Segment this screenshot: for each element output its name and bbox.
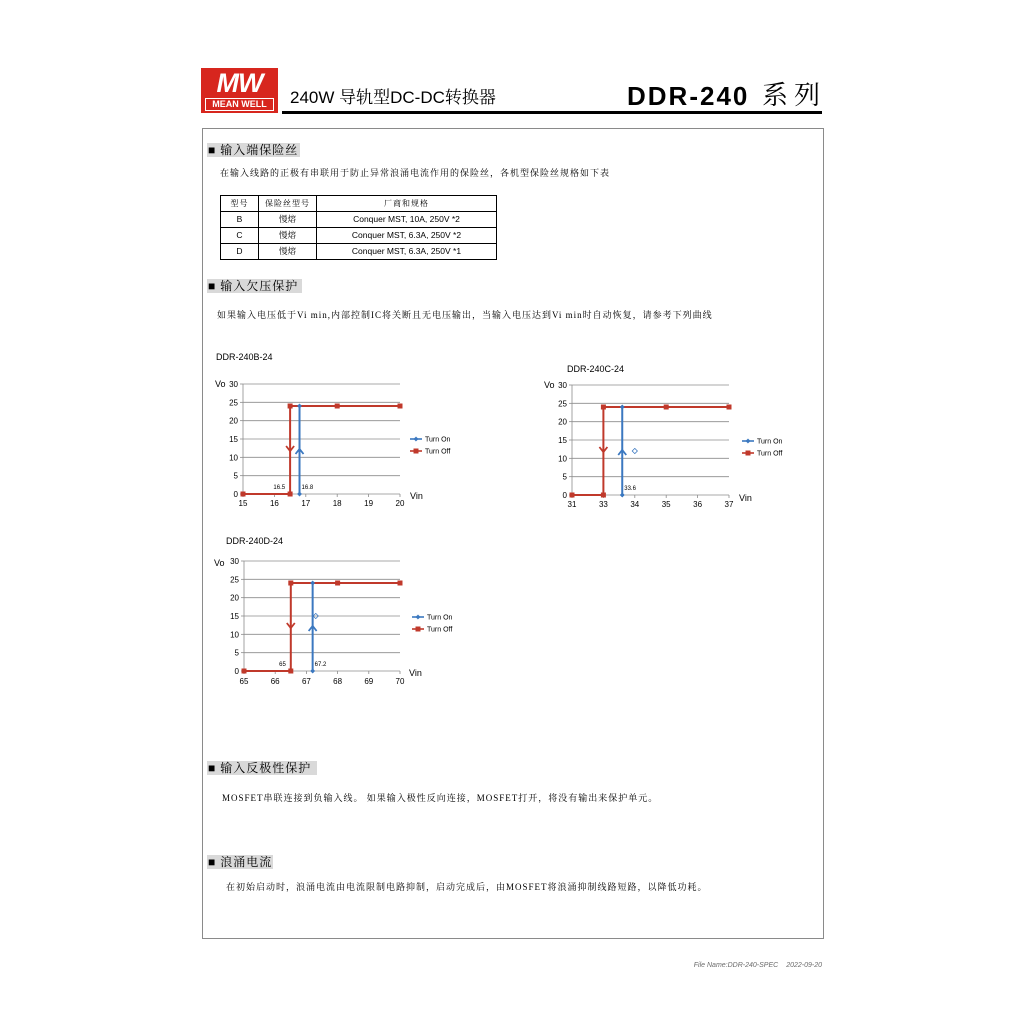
- chart-1-series-turn-off-point: [335, 404, 340, 409]
- fuse-description: 在输入线路的正极有串联用于防止异常浪涌电流作用的保险丝，各机型保险丝规格如下表: [220, 168, 611, 178]
- chart-3-series-turn-off-point: [288, 669, 293, 674]
- chart-3-value-annotation: 65: [279, 662, 286, 668]
- chart-2-x-axis-label: Vin: [739, 493, 752, 503]
- chart-2-series-turn-off-point: [601, 405, 606, 410]
- chart-3-y-tick-label: 0: [234, 667, 239, 676]
- chart-3-y-tick-label: 10: [230, 630, 239, 640]
- chart-1-y-tick-label: 15: [229, 435, 238, 444]
- chart-1-series-turn-off-line: [243, 406, 400, 494]
- section-heading-reverse-polarity: ■ 输入反极性保护: [207, 761, 317, 775]
- table-row: [221, 228, 497, 244]
- chart-3-x-axis-label: Vin: [409, 668, 422, 678]
- chart-3-value-annotation: 67.2: [314, 662, 327, 668]
- chart-2-series-turn-off-point: [570, 493, 575, 498]
- chart-2-y-axis-label: Vo: [544, 380, 555, 390]
- chart-1-y-tick-label: 30: [229, 380, 238, 389]
- chart-3-series-turn-off-point: [335, 581, 340, 586]
- document-subtitle: 240W 导轨型DC-DC转换器: [290, 88, 496, 107]
- section-heading-fuse: ■ 输入端保险丝: [208, 143, 299, 157]
- chart-2-x-tick-label: 36: [693, 500, 703, 509]
- chart-1-y-tick-label: 10: [229, 453, 238, 463]
- chart-3-series-turn-off-point: [398, 581, 403, 586]
- chart-1-y-tick-label: 0: [233, 490, 238, 499]
- fuse-table: [220, 195, 497, 260]
- chart-2-series-turn-off-point: [664, 405, 669, 410]
- cell-spec: Conquer MST, 6.3A, 250V *1: [317, 244, 497, 260]
- chart-2-title: DDR-240C-24: [567, 364, 625, 374]
- mean-well-logo: [201, 68, 278, 113]
- series-word: 系列: [762, 81, 827, 110]
- chart-3-legend-turn-on-label: Turn On: [427, 614, 453, 622]
- chart-2-y-tick-label: 30: [558, 381, 567, 390]
- chart-1-x-tick-label: 18: [332, 499, 342, 508]
- chart-1-series-turn-off-point: [288, 404, 293, 409]
- chart-1-x-tick-label: 17: [301, 499, 311, 508]
- chart-3-y-tick-label: 25: [230, 575, 239, 585]
- chart-1-x-tick-label: 16: [269, 499, 279, 508]
- chart-3-series-turn-on-point: [310, 669, 314, 673]
- logo-mark: MW: [216, 68, 263, 98]
- chart-2-y-tick-label: 25: [558, 399, 567, 409]
- chart-3-x-tick-label: 66: [270, 677, 280, 686]
- chart-1-y-axis-label: Vo: [215, 379, 226, 389]
- table-row: [221, 212, 497, 228]
- cell-model: C: [221, 228, 259, 244]
- column-header-fuse: 保险丝型号: [259, 196, 317, 212]
- chart-2-x-tick-label: 33: [598, 500, 608, 509]
- chart-1-x-tick-label: 19: [364, 499, 374, 508]
- chart-3-title: DDR-240D-24: [226, 536, 284, 546]
- chart-1-y-tick-label: 20: [229, 416, 238, 426]
- footer: [694, 962, 822, 969]
- column-header-model: 型号: [221, 196, 259, 212]
- cell-fuse: 慢熔: [259, 228, 317, 244]
- cell-spec: Conquer MST, 10A, 250V *2: [317, 212, 497, 228]
- chart-1-value-annotation: 16.5: [273, 485, 286, 491]
- chart-2-value-annotation: 33.6: [624, 486, 636, 492]
- chart-3-legend-turn-off-marker: [416, 627, 421, 632]
- chart-1-y-tick-label: 5: [233, 471, 238, 481]
- chart-1-y-tick-label: 25: [229, 398, 238, 408]
- chart-3-x-tick-label: 68: [333, 677, 343, 686]
- chart-2-x-tick-label: 35: [661, 500, 671, 509]
- chart-2-legend-turn-off-marker: [746, 451, 751, 456]
- chart-2-y-tick-label: 0: [562, 491, 567, 500]
- cell-spec: Conquer MST, 6.3A, 250V *2: [317, 228, 497, 244]
- chart-2-y-tick-label: 5: [562, 472, 567, 482]
- chart-1-legend-turn-off-label: Turn Off: [425, 448, 451, 456]
- chart-1-series-turn-off-point: [241, 492, 246, 497]
- chart-3-y-tick-label: 15: [230, 612, 239, 621]
- chart-2-x-tick-label: 34: [630, 500, 640, 509]
- chart-1-series-turn-off-point: [398, 404, 403, 409]
- table-row: [221, 244, 497, 260]
- chart-2-series-turn-on-hollow-point: [632, 448, 637, 453]
- chart-2-series-turn-off-point: [601, 493, 606, 498]
- chart-1-title: DDR-240B-24: [216, 352, 273, 362]
- chart-3-x-tick-label: 65: [239, 677, 249, 686]
- chart-1-legend-turn-on-label: Turn On: [425, 436, 451, 444]
- chart-1-legend-turn-off-marker: [414, 449, 419, 454]
- chart-2-legend-turn-on-label: Turn On: [757, 438, 783, 446]
- chart-ddr-240c-24: [534, 362, 804, 527]
- uvp-description: 如果输入电压低于Vi min,内部控制IC将关断且无电压输出，当输入电压达到Vi min时自动恢复，请参考下列曲线: [217, 310, 713, 320]
- cell-fuse: 慢熔: [259, 244, 317, 260]
- chart-3-y-tick-label: 5: [234, 648, 239, 658]
- logo-name: MEAN WELL: [205, 98, 274, 111]
- chart-1-x-axis-label: Vin: [410, 491, 423, 501]
- chart-2-legend-turn-off-label: Turn Off: [757, 450, 783, 458]
- chart-2-series-turn-on-point: [620, 405, 624, 409]
- chart-2-series-turn-on-point: [620, 493, 624, 497]
- chart-2-y-tick-label: 10: [558, 454, 567, 464]
- chart-1-series-turn-on-point: [297, 404, 301, 408]
- chart-1-legend-turn-on-marker: [414, 437, 418, 441]
- chart-2-x-tick-label: 31: [567, 500, 577, 509]
- column-header-spec: 厂商和规格: [317, 196, 497, 212]
- chart-3-legend-turn-off-label: Turn Off: [427, 626, 453, 634]
- chart-3-y-tick-label: 30: [230, 557, 239, 566]
- chart-2-x-tick-label: 37: [724, 500, 734, 509]
- chart-3-series-turn-on-point: [310, 581, 314, 585]
- chart-1-x-tick-label: 15: [238, 499, 248, 508]
- chart-3-series-turn-off-line: [244, 583, 400, 671]
- series-model: DDR-240: [627, 81, 750, 111]
- chart-3-x-tick-label: 67: [301, 677, 311, 686]
- chart-3-x-tick-label: 69: [364, 677, 374, 686]
- footer-file-name: File Name:DDR-240-SPEC: [693, 962, 779, 969]
- chart-3-y-axis-label: Vo: [214, 558, 225, 568]
- chart-ddr-240b-24: [205, 350, 475, 515]
- chart-1-x-tick-label: 20: [395, 499, 405, 508]
- cell-fuse: 慢熔: [259, 212, 317, 228]
- chart-2-series-turn-off-point: [727, 405, 732, 410]
- chart-2-series-turn-off-line: [572, 407, 729, 495]
- chart-3-y-tick-label: 20: [230, 593, 239, 603]
- table-header-row: [221, 196, 497, 212]
- reverse-polarity-description: MOSFET串联连接到负输入线。 如果输入极性反向连接，MOSFET打开，将没有输出来保护单元。: [222, 793, 659, 803]
- footer-date: 2022-09-20: [786, 962, 822, 969]
- header-rule: [282, 111, 822, 114]
- cell-model: D: [221, 244, 259, 260]
- chart-1-series-turn-off-point: [288, 492, 293, 497]
- chart-1-series-turn-on-point: [297, 492, 301, 496]
- chart-2-legend-turn-on-marker: [746, 439, 750, 443]
- section-heading-inrush: ■ 浪涌电流: [208, 855, 273, 869]
- section-heading-uvp: ■ 输入欠压保护: [207, 279, 302, 293]
- chart-3-series-turn-off-point: [288, 581, 293, 586]
- chart-1-value-annotation: 16.8: [301, 485, 314, 491]
- chart-2-y-tick-label: 20: [558, 417, 567, 427]
- chart-3-legend-turn-on-marker: [416, 615, 420, 619]
- chart-3-series-turn-off-point: [242, 669, 247, 674]
- inrush-description: 在初始启动时，浪涌电流由电流限制电路抑制，启动完成后，由MOSFET将浪涌抑制线路短路，以降低功耗。: [226, 882, 708, 892]
- chart-ddr-240d-24: [206, 532, 476, 697]
- cell-model: B: [221, 212, 259, 228]
- chart-2-y-tick-label: 15: [558, 436, 567, 445]
- chart-3-x-tick-label: 70: [395, 677, 405, 686]
